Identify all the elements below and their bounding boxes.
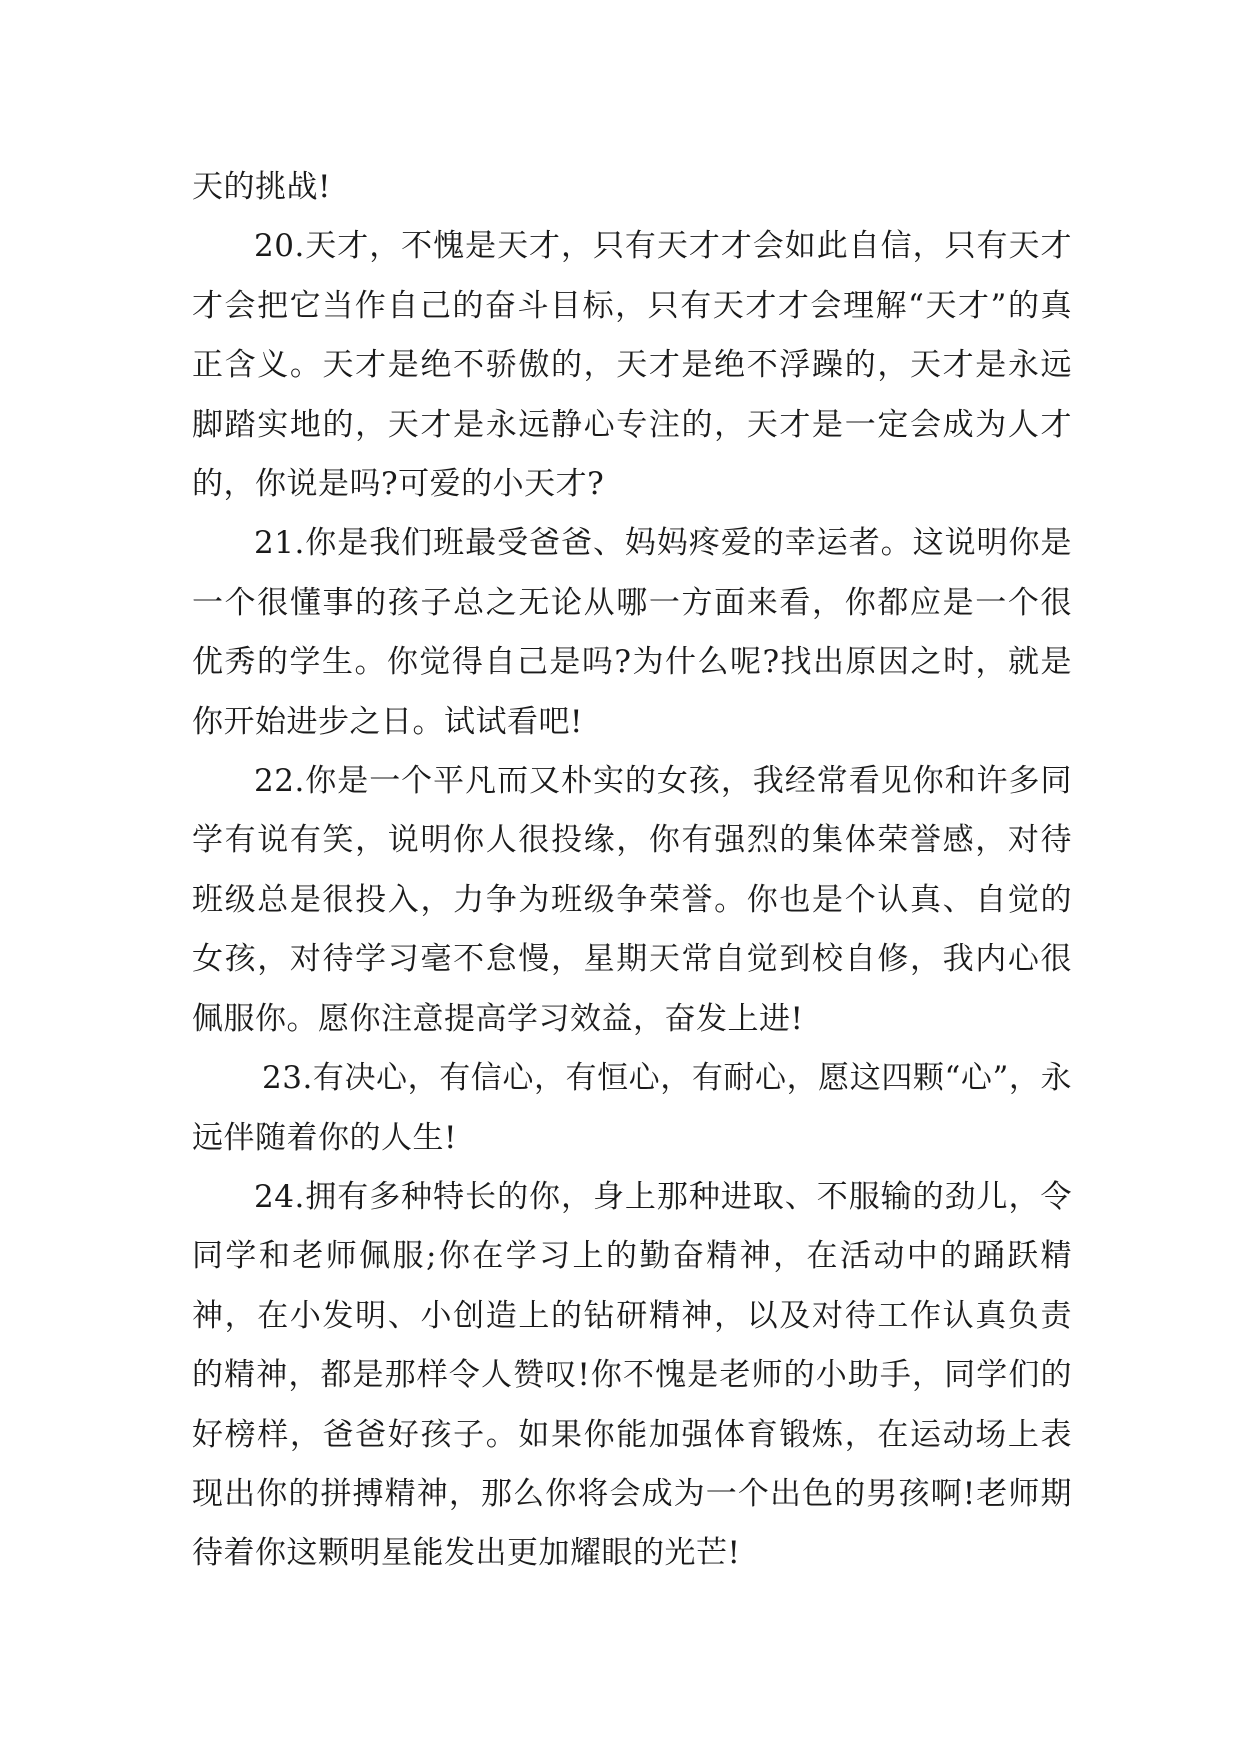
paragraph-22: 22.你是一个平凡而又朴实的女孩，我经常看见你和许多同学有说有笑，说明你人很投缘，你有强烈的集体荣誉感，对待班级总是很投入，力争为班级争荣誉。你也是个认真、自觉的女孩，对待学习毫不怠慢，星期天常自觉到校自修，我内心很佩服你。愿你注意提高学习效益，奋发上进!	[192, 763, 1072, 1037]
paragraph-20: 20.天才，不愧是天才，只有天才才会如此自信，只有天才才会把它当作自己的奋斗目标，只有天才才会理解“天才”的真正含义。天才是绝不骄傲的，天才是绝不浮躁的，天才是永远脚踏实地的，天才是永远静心专注的，天才是一定会成为人才的，你说是吗?可爱的小天才?	[192, 228, 1072, 503]
paragraph-23: 23.有决心，有信心，有恒心，有耐心，愿这四颗“心”，永远伴随着你的人生!	[192, 1060, 1072, 1156]
paragraph-24: 24.拥有多种特长的你，身上那种进取、不服输的劲儿，令同学和老师佩服;你在学习上的勤奋精神，在活动中的踊跃精神，在小发明、小创造上的钻研精神，以及对待工作认真负责的精神，都是那样令人赞叹!你不愧是老师的小助手，同学们的好榜样，爸爸好孩子。如果你能加强体育锻炼，在运动场上表现出你的拼搏精神，那么你将会成为一个出色的男孩啊!老师期待着你这颗明星能发出更加耀眼的光芒!	[192, 1178, 1072, 1572]
paragraph-21: 21.你是我们班最受爸爸、妈妈疼爱的幸运者。这说明你是一个很懂事的孩子总之无论从哪一方面来看，你都应是一个很优秀的学生。你觉得自己是吗?为什么呢?找出原因之时，就是你开始进步之日。试试看吧!	[192, 525, 1072, 740]
document-body	[192, 158, 1072, 1584]
paragraph-continuation: 天的挑战!	[192, 169, 331, 205]
